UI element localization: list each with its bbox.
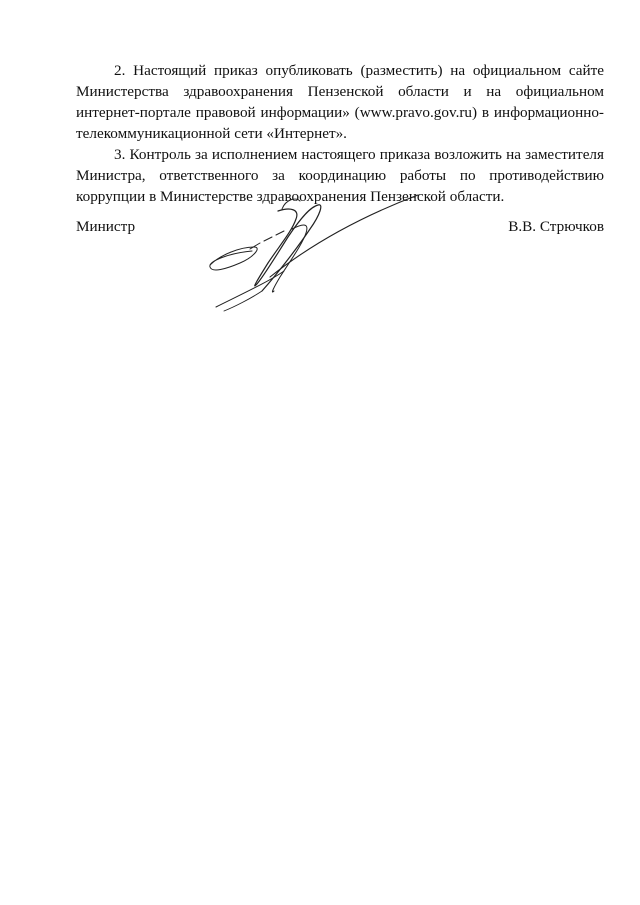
paragraph-line: Министерства здравоохранения Пензенской области и на официальном (76, 83, 604, 100)
signoff-name: В.В. Стрючков (508, 218, 604, 235)
paragraph-line: 3. Контроль за исполнением настоящего приказа возложить на заместителя (114, 146, 604, 163)
paragraph-line: коррупции в Министерстве здравоохранения Пензенской области. (76, 188, 505, 205)
paragraph-line: телекоммуникационной сети «Интернет». (76, 125, 347, 142)
paragraph-line: Министра, ответственного за координацию работы по противодействию (76, 167, 604, 184)
paragraph-line: интернет-портале правовой информации» (www.pravo.gov.ru) в информационно- (76, 104, 604, 121)
signoff-title: Министр (76, 218, 136, 235)
paragraph-publication (76, 60, 604, 144)
handwritten-signature-icon (200, 185, 430, 315)
paragraph-line: 2. Настоящий приказ опубликовать (разместить) на официальном сайте (114, 62, 604, 79)
